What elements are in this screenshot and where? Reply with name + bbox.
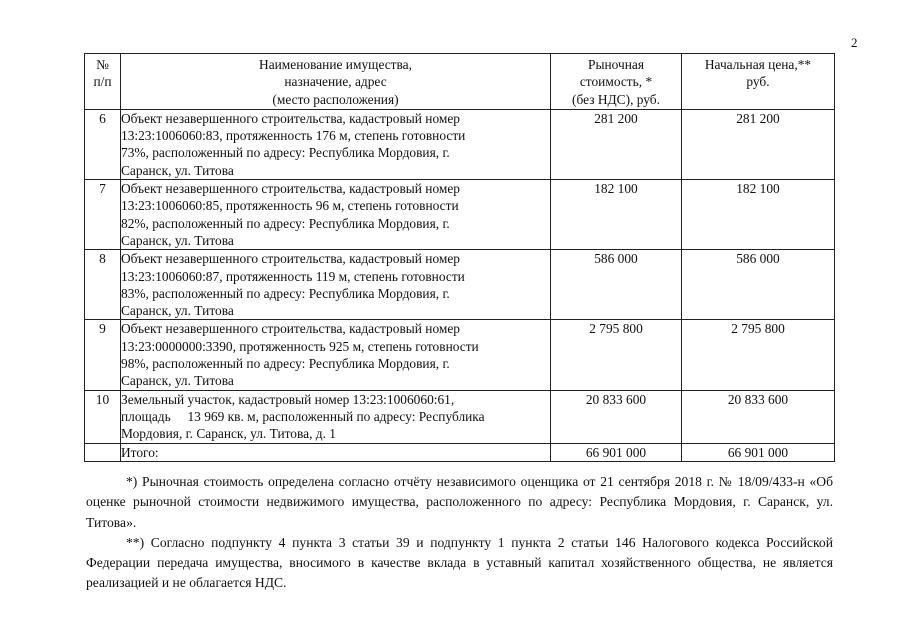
table-row (85, 250, 835, 320)
table-row (85, 390, 835, 443)
footnote-vat: **) Согласно подпункту 4 пункта 3 статьи 39 и подпункту 1 пункта 2 статьи 146 Налогового кодекса Российской Федерации передача имущества, вносимого в качестве вклада в уставный капитал хозяйственного общества, не является реализацией и не облагается НДС. (86, 534, 833, 591)
description-line: 83%, расположенный по адресу: Республика Мордовия, г. (121, 285, 450, 301)
total-label: Итого: (121, 443, 551, 461)
row-start-price: 182 100 (682, 180, 835, 250)
row-market-value: 182 100 (551, 180, 682, 250)
header-num: № п/п (85, 54, 121, 110)
row-start-price: 20 833 600 (682, 390, 835, 443)
row-market-value: 2 795 800 (551, 320, 682, 390)
total-row (85, 443, 835, 461)
row-number: 7 (85, 180, 121, 250)
description-line: 73%, расположенный по адресу: Республика Мордовия, г. (121, 145, 450, 161)
header-name: Наименование имущества, назначение, адрес (место расположения) (121, 54, 551, 110)
row-market-value: 20 833 600 (551, 390, 682, 443)
table-row (85, 320, 835, 390)
row-description (121, 180, 551, 250)
description-line: Саранск, ул. Титова (121, 162, 234, 178)
row-number: 8 (85, 250, 121, 320)
row-number: 10 (85, 390, 121, 443)
page-number: 2 (851, 35, 858, 50)
description-line: площадь 13 969 кв. м, расположенный по адресу: Республика (121, 408, 485, 424)
row-start-price: 2 795 800 (682, 320, 835, 390)
description-line: 13:23:1006060:85, протяженность 96 м, степень готовности (121, 198, 459, 214)
description-line: 82%, расположенный по адресу: Республика Мордовия, г. (121, 215, 450, 231)
description-line: Объект незавершенного строительства, кадастровый номер (121, 321, 461, 337)
property-table (84, 53, 835, 462)
row-start-price: 281 200 (682, 109, 835, 179)
footnotes (86, 472, 833, 594)
description-line: Объект незавершенного строительства, кадастровый номер (121, 181, 461, 197)
total-market-value: 66 901 000 (551, 443, 682, 461)
description-line: Саранск, ул. Титова (121, 303, 234, 319)
table-header-row (85, 54, 835, 110)
row-start-price: 586 000 (682, 250, 835, 320)
row-description (121, 109, 551, 179)
row-market-value: 281 200 (551, 109, 682, 179)
description-line: Объект незавершенного строительства, кадастровый номер (121, 110, 461, 126)
description-line: Саранск, ул. Титова (121, 373, 234, 389)
description-line: Саранск, ул. Титова (121, 232, 234, 248)
header-market-value: Рыночная стоимость, * (без НДС), руб. (551, 54, 682, 110)
description-line: Мордовия, г. Саранск, ул. Титова, д. 1 (121, 426, 336, 442)
row-number: 9 (85, 320, 121, 390)
footnote-market-value: *) Рыночная стоимость определена согласно отчёту независимого оценщика от 21 сентября 2018 г. № 18/09/433-н «Об оценке рыночной стоимости недвижимого имущества, расположенного по адресу: Республика Мордовия, г. Саранск, ул. Титова». (86, 474, 833, 530)
row-number: 6 (85, 109, 121, 179)
total-num-cell (85, 443, 121, 461)
description-line: 98%, расположенный по адресу: Республика Мордовия, г. (121, 356, 450, 372)
row-description (121, 250, 551, 320)
header-start-price: Начальная цена,** руб. (682, 54, 835, 110)
description-line: 13:23:1006060:87, протяженность 119 м, степень готовности (121, 268, 465, 284)
description-line: Объект незавершенного строительства, кадастровый номер (121, 251, 461, 267)
row-market-value: 586 000 (551, 250, 682, 320)
description-line: 13:23:1006060:83, протяженность 176 м, степень готовности (121, 128, 466, 144)
description-line: Земельный участок, кадастровый номер 13:23:1006060:61, (121, 391, 455, 407)
total-start-price: 66 901 000 (682, 443, 835, 461)
description-line: 13:23:0000000:3390, протяженность 925 м, степень готовности (121, 338, 479, 354)
table-row (85, 180, 835, 250)
row-description (121, 320, 551, 390)
row-description (121, 390, 551, 443)
table-row (85, 109, 835, 179)
